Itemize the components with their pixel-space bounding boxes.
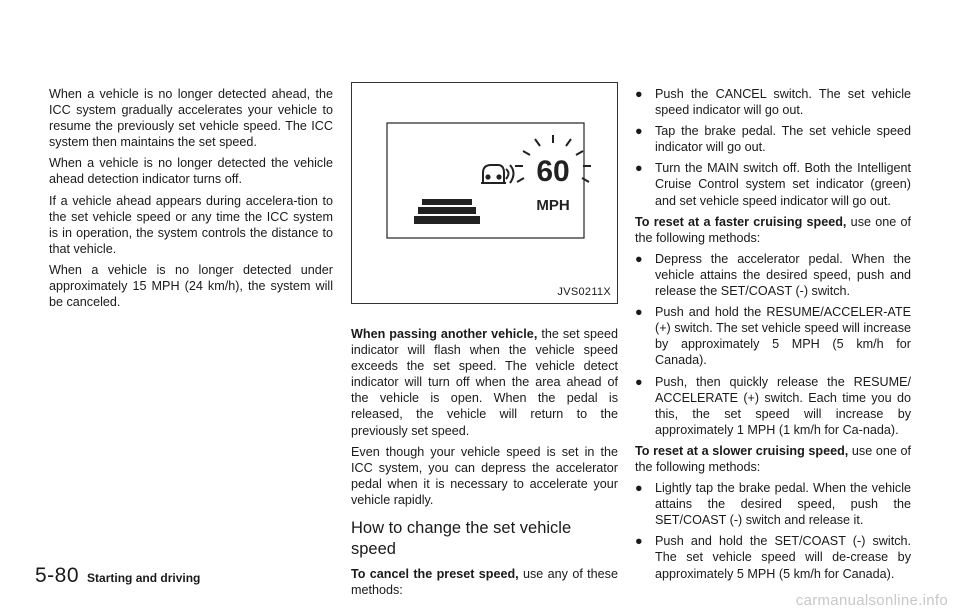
cruise-display-illustration — [352, 83, 617, 303]
list-item: ● Push the CANCEL switch. The set vehicle speed indicator will go out. — [635, 87, 911, 118]
vehicle-ahead-icon — [481, 165, 514, 183]
paragraph: When a vehicle is no longer detected the vehicle ahead detection indicator turns off. — [49, 156, 333, 187]
list-item: ● Tap the brake pedal. The set vehicle speed indicator will go out. — [635, 124, 911, 155]
bullet-icon: ● — [635, 305, 643, 320]
paragraph-text: the set speed indicator will flash when the vehicle speed exceeds the set speed. The vehicle detect indicator will turn off when the area ahead of the vehicle is open. When the pedal is released, the vehicle will return to the previously set speed. — [351, 327, 618, 438]
bullet-icon: ● — [635, 374, 643, 389]
bold-lead: To cancel the preset speed, — [351, 567, 519, 582]
list-item: ● Turn the MAIN switch off. Both the Intelligent Cruise Control system set indicator (green) and set vehicle speed indicator will go out. — [635, 161, 911, 208]
figure-cruise-display — [351, 82, 618, 304]
bullet-icon: ● — [635, 251, 643, 266]
paragraph: To reset at a faster cruising speed, use one of the following methods: — [635, 214, 911, 245]
bullet-icon: ● — [635, 161, 643, 176]
set-speed-value: 60 — [536, 155, 570, 188]
list-item: ● Depress the accelerator pedal. When the vehicle attains the desired speed, push and release the SET/COAST (-) switch. — [635, 251, 911, 299]
bullet-icon: ● — [635, 124, 643, 139]
distance-bars-icon — [414, 199, 480, 224]
section-heading: How to change the set vehicle speed — [351, 519, 572, 559]
paragraph: Even though your vehicle speed is set in the ICC system, you can depress the accelerator pedal when it is necessary to accelerate your vehicle rapidly. — [351, 444, 618, 507]
section-name: Starting and driving — [87, 571, 201, 585]
bullet-icon: ● — [635, 481, 643, 496]
paragraph: When a vehicle is no longer detected ahead, the ICC system gradually accelerates your vehicle to resume the previously set vehicle speed. The ICC system then maintains the set speed. — [49, 87, 333, 150]
speed-unit: MPH — [536, 197, 570, 214]
paragraph: If a vehicle ahead appears during accelera-tion to the set vehicle speed or any time the ICC system is in operation, the system controls the distance to that vehicle. — [49, 193, 333, 256]
bullet-icon: ● — [635, 87, 643, 101]
column-left — [49, 86, 333, 315]
bold-lead: To reset at a faster cruising speed, — [635, 214, 847, 229]
paragraph: To reset at a slower cruising speed, use one of the following methods: — [635, 443, 911, 474]
watermark: carmanualsonline.info — [795, 592, 948, 609]
figure-code: JVS0211X — [557, 286, 611, 298]
paragraph: When a vehicle is no longer detected under approximately 15 MPH (24 km/h), the system will be canceled. — [49, 262, 333, 310]
column-middle — [351, 326, 618, 603]
list-item: ● Push and hold the RESUME/ACCELER-ATE (+) switch. The set vehicle speed will increase by approximately 5 MPH (5 km/h for Canada). — [635, 305, 911, 368]
column-right — [635, 86, 911, 587]
paragraph-text: use any of these methods: — [351, 567, 618, 598]
bullet-icon: ● — [635, 534, 643, 549]
paragraph — [351, 566, 618, 598]
paragraph — [351, 326, 618, 439]
list-item: ● Push, then quickly release the RESUME/ ACCELERATE (+) switch. Each time you do this, the set speed will increase by approximately 1 MPH (1 km/h for Ca-nada). — [635, 374, 911, 437]
list-item: ● Lightly tap the brake pedal. When the vehicle attains the desired speed, push the SET/COAST (-) switch and release it. — [635, 481, 911, 528]
page-footer — [35, 564, 200, 588]
bold-lead: To reset at a slower cruising speed, — [635, 443, 849, 458]
page-number: 5-80 — [35, 564, 80, 587]
bold-lead: When passing another vehicle, — [351, 327, 538, 341]
list-item: ● Push and hold the SET/COAST (-) switch. The set vehicle speed will de-crease by approximately 5 MPH (5 km/h for Canada). — [635, 534, 911, 581]
